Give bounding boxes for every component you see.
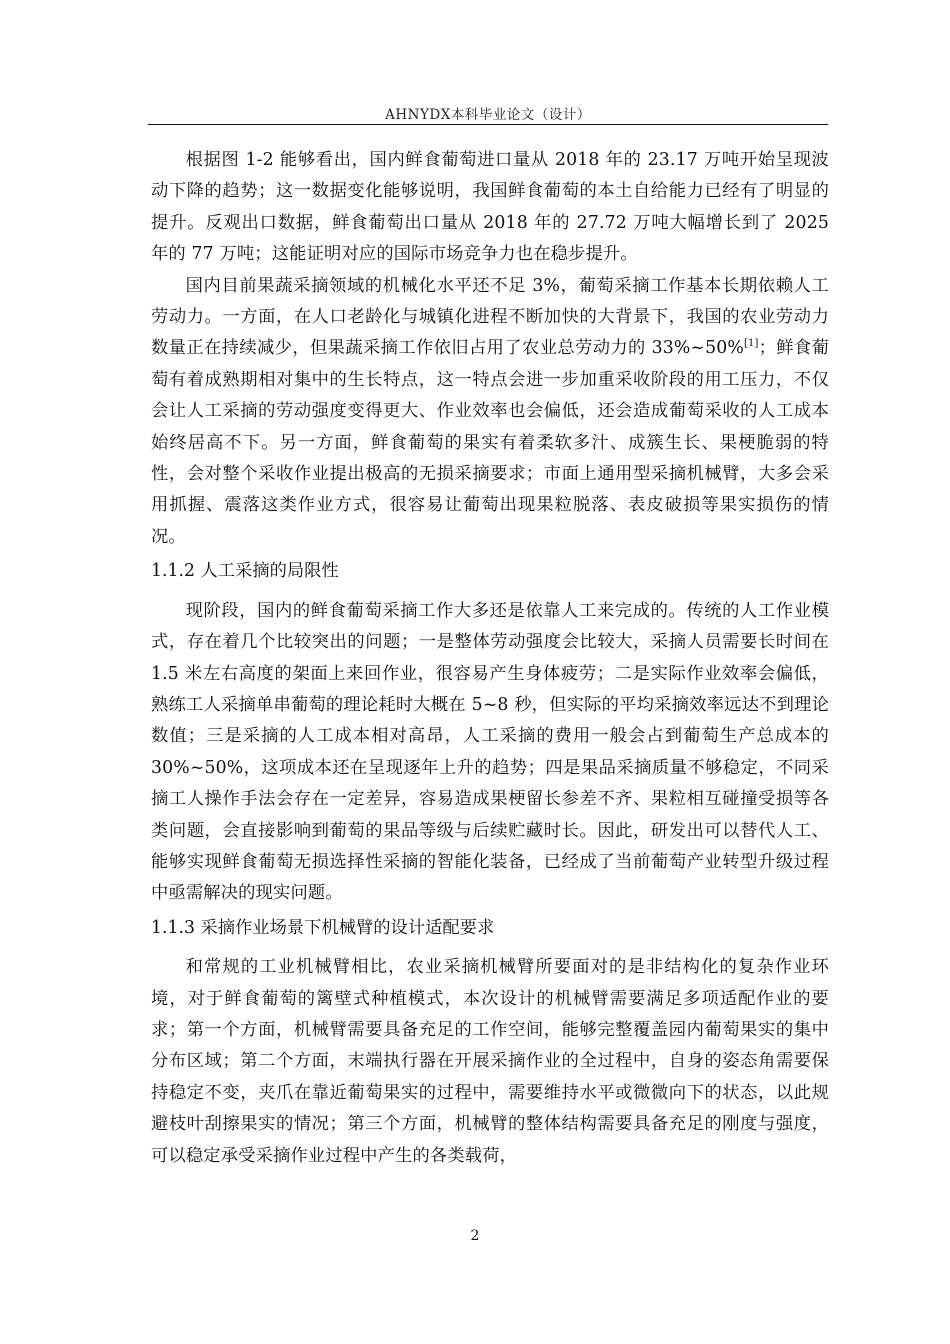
paragraph-text-part-2: ；鲜食葡萄有着成熟期相对集中的生长特点，这一特点会进一步加重采收阶段的用工压力，不仅会让人工采摘的劳动强度变得更大、作业效率也会偏低，还会造成葡萄采收的人工成本始终居高不下。另一方面，鲜食葡萄的果实有着柔软多汁、成簇生长、果梗脆弱的特性，会对整个采收作业提出极高的无损采摘要求；市面上通用型采摘机械臂，大多会采用抓握、震落这类作业方式，很容易让葡萄出现果粒脱落、表皮破损等果实损伤的情况。 xyxy=(151,338,829,547)
paragraph-design-requirements: 和常规的工业机械臂相比，农业采摘机械臂所要面对的是非结构化的复杂作业环境，对于鲜食葡萄的篱壁式种植模式，本次设计的机械臂需要满足多项适配作业的要求；第一个方面，机械臂需要具备充足的工作空间，能够完整覆盖园内葡萄果实的集中分布区域；第二个方面，末端执行器在开展采摘作业的全过程中，自身的姿态角需要保持稳定不变，夹爪在靠近葡萄果实的过程中，需要维持水平或微微向下的状态，以此规避枝叶刮擦果实的情况；第三个方面，机械臂的整体结构需要具备充足的刚度与强度，可以稳定承受采摘作业过程中产生的各类载荷， xyxy=(151,957,829,1166)
paragraph-import-export: 根据图 1-2 能够看出，国内鲜食葡萄进口量从 2018 年的 23.17 万吨开始呈现波动下降的趋势；这一数据变化能够说明，我国鲜食葡萄的本土自给能力已经有了明显的提升。反观出口数据，鲜食葡萄出口量从 2018 年的 27.72 万吨大幅增长到了 2025 年的 77 万吨；这能证明对应的国际市场竞争力也在稳步提升。 xyxy=(151,150,829,265)
section-heading-1-1-2: 1.1.2 人工采摘的局限性 xyxy=(151,561,339,582)
paragraph-text-part-1: 国内目前果蔬采摘领域的机械化水平还不足 3%，葡萄采摘工作基本长期依赖人工劳动力。一方面，在人口老龄化与城镇化进程不断加快的大背景下，我国的农业劳动力数量正在持续减少，但果蔬采摘工作依旧占用了农业总劳动力的 33%~50% xyxy=(151,275,829,359)
citation-reference[interactable]: [1] xyxy=(743,338,759,350)
document-body xyxy=(151,145,829,1172)
paragraph-manual-picking-limits: 现阶段，国内的鲜食葡萄采摘工作大多还是依靠人工来完成的。传统的人工作业模式，存在着几个比较突出的问题；一是整体劳动强度会比较大，采摘人员需要长时间在 1.5 米左右高度的架面上来回作业，很容易产生身体疲劳；二是实际作业效率会偏低，熟练工人采摘单串葡萄的理论耗时大概在 5~8 秒，但实际的平均采摘效率远达不到理论数值；三是采摘的人工成本相对高昂，人工采摘的费用一般会占到葡萄生产总成本的 30%~50%，这项成本还在呈现逐年上升的趋势；四是果品采摘质量不够稳定，不同采摘工人操作手法会存在一定差异，容易造成果梗留长参差不齐、果粒相互碰撞受损等各类问题，会直接影响到葡萄的果品等级与后续贮藏时长。因此，研发出可以替代人工、能够实现鲜食葡萄无损选择性采摘的智能化装备，已经成了当前葡萄产业转型升级过程中亟需解决的现实问题。 xyxy=(151,600,829,904)
section-heading-1-1-3: 1.1.3 采摘作业场景下机械臂的设计适配要求 xyxy=(151,917,495,938)
page-number: 2 xyxy=(470,1228,480,1244)
page-header: AHNYDX本科毕业论文（设计） xyxy=(385,107,591,123)
header-divider xyxy=(148,124,828,125)
paragraph-mechanization-level xyxy=(151,271,829,554)
